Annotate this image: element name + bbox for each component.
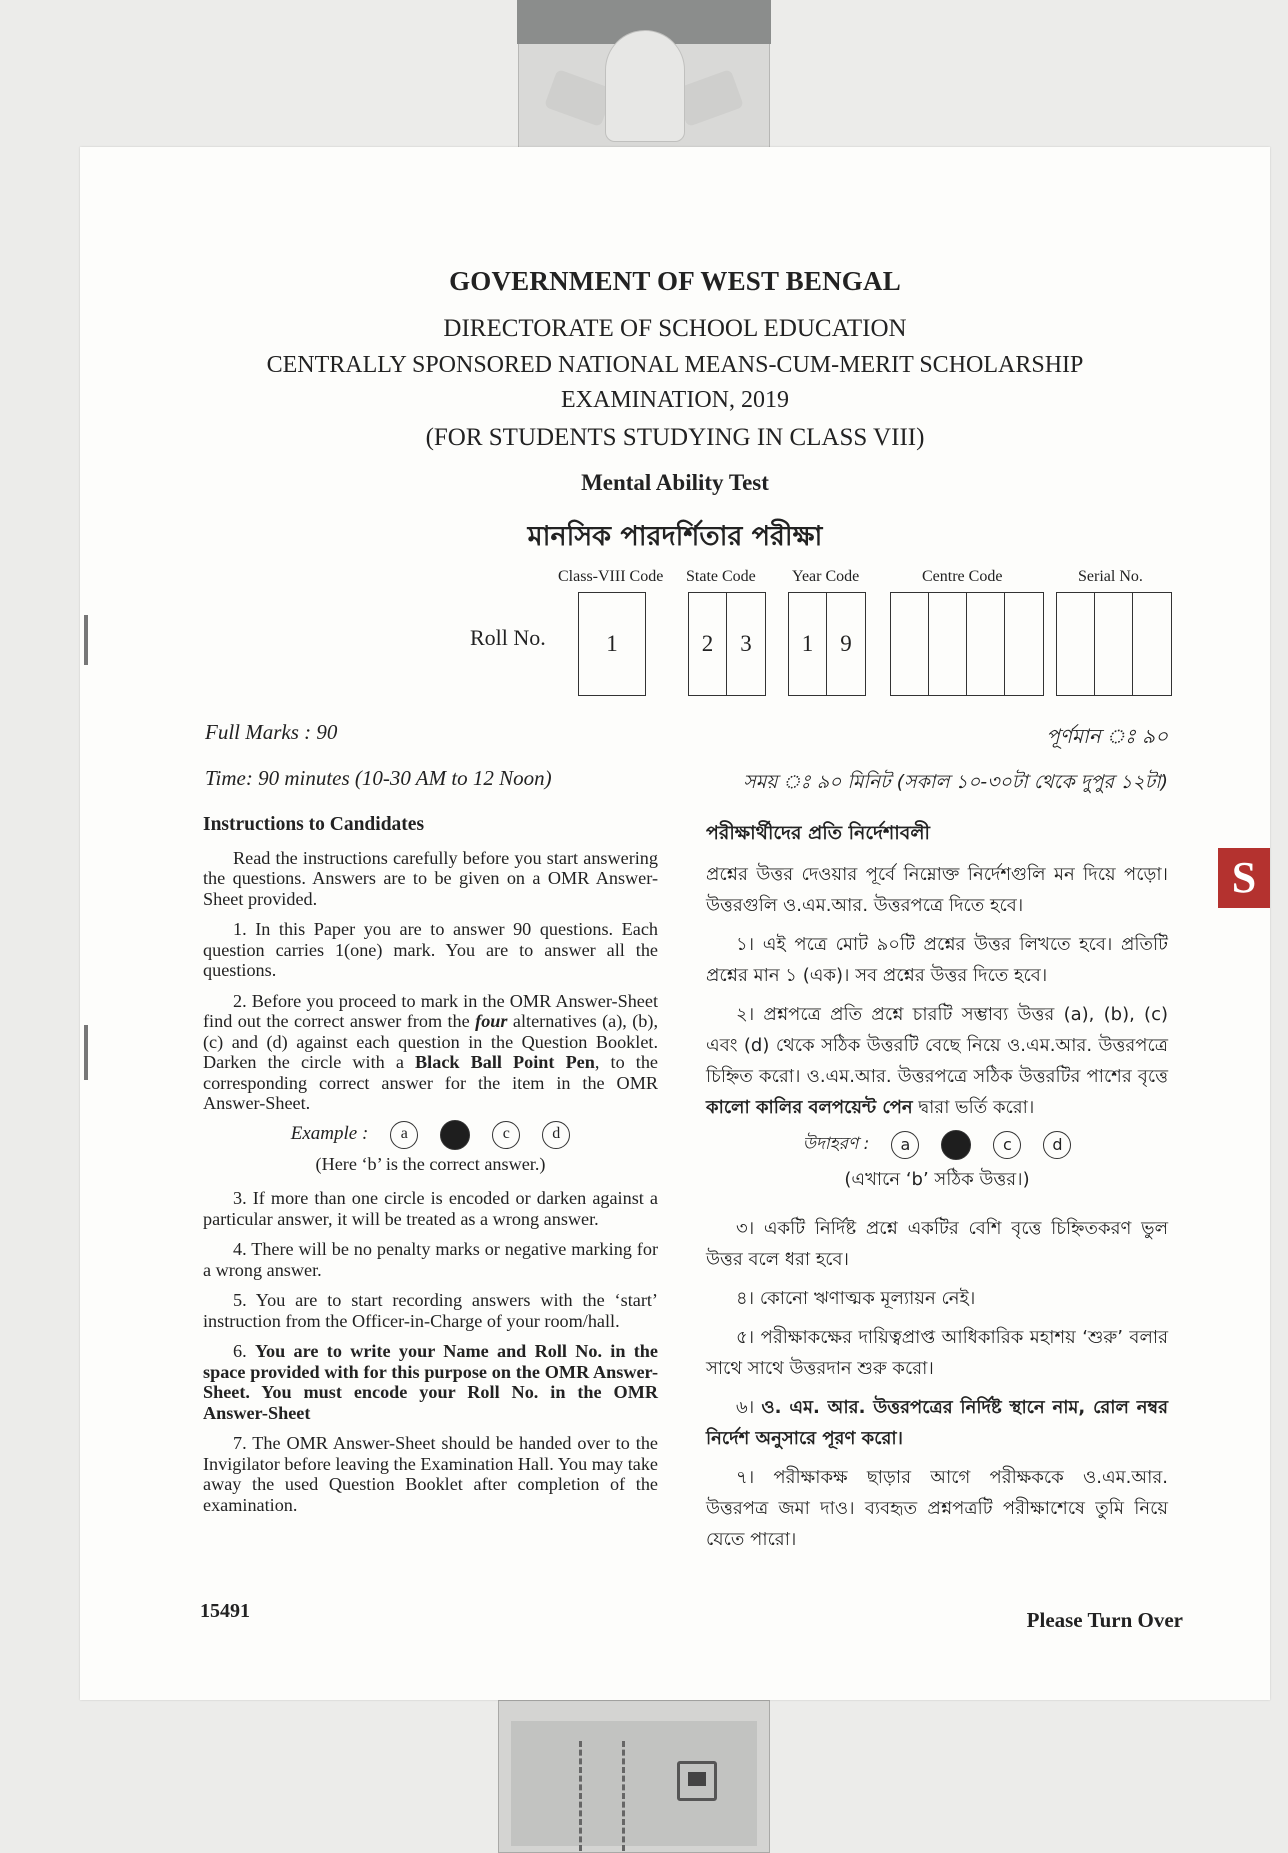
option-circle-d: d bbox=[1043, 1131, 1071, 1159]
exam-title-line2: EXAMINATION, 2019 bbox=[561, 387, 789, 413]
option-circle-b-filled bbox=[941, 1130, 971, 1160]
class-code-box bbox=[578, 592, 646, 696]
instruction-7: 7. The OMR Answer-Sheet should be handed over to the Invigilator before leaving the Examination Hall. You may take away the used Question Booklet after completion of the examination. bbox=[203, 1433, 658, 1515]
roll-digit: 1 bbox=[789, 593, 827, 695]
instruction-2-text: , to the corresponding correct answer for the item in the OMR Answer-Sheet. bbox=[203, 1052, 658, 1113]
test-name-en: Mental Ability Test bbox=[581, 470, 769, 495]
centre-code-label: Centre Code bbox=[922, 568, 1003, 585]
booklet-code: 15491 bbox=[200, 1600, 250, 1622]
example-label-en: Example : bbox=[290, 1123, 369, 1145]
time-bn: সময় ঃ ৯০ মিনিট (সকাল ১০-৩০টা থেকে দুপুর ১২টা) bbox=[743, 771, 1168, 793]
instruction-2-bn bbox=[706, 999, 1168, 1123]
instruction-6-number: 6. bbox=[233, 1341, 255, 1361]
instruction-7-bn: ৭। পরীক্ষাকক্ষ ছাড়ার আগে পরীক্ষককে ও.এম.আর. উত্তরপত্র জমা দাও। ব্যবহৃত প্রশ্নপত্রটি পরীক্ষাশেষে তুমি নিয়ে যেতে পারো। bbox=[706, 1467, 1168, 1550]
directorate-title: DIRECTORATE OF SCHOOL EDUCATION bbox=[443, 315, 907, 342]
empty-digit-cell bbox=[1057, 593, 1095, 695]
example-label-bn: উদাহরণ : bbox=[802, 1134, 870, 1154]
clip-wing-left bbox=[544, 69, 614, 127]
instruction-2-four: four bbox=[475, 1011, 508, 1031]
example-row-bn bbox=[706, 1129, 1168, 1160]
roll-digit: 1 bbox=[606, 631, 618, 656]
instruction-intro: Read the instructions carefully before you start answering the questions. Answers are to be given on a OMR Answer-Sheet provided. bbox=[203, 847, 658, 909]
option-circle-a: a bbox=[390, 1121, 418, 1149]
example-note-en: (Here ‘b’ is the correct answer.) bbox=[315, 1153, 546, 1174]
edge-tab: S bbox=[1218, 848, 1270, 908]
roll-digit: 9 bbox=[840, 631, 852, 656]
instruction-5-bn: ৫। পরীক্ষাকক্ষের দায়িত্বপ্রাপ্ত আধিকারিক মহাশয় ‘শুরু’ বলার সাথে সাথে উত্তরদান শুরু করো। bbox=[706, 1327, 1168, 1379]
instruction-1: 1. In this Paper you are to answer 90 questions. Each question carries 1(one) mark. You are to answer all the questions. bbox=[203, 919, 658, 980]
binding-mark bbox=[84, 615, 88, 665]
option-circle-b-filled bbox=[440, 1120, 470, 1150]
scanner-clip-bottom bbox=[498, 1700, 770, 1853]
instruction-2-text: alternatives (a), (b), (c) and (d) against each question in the Question Booklet. Darken the circle with a bbox=[203, 1011, 658, 1072]
instruction-1-bn: ১। এই পত্রে মোট ৯০টি প্রশ্নের উত্তর লিখতে হবে। প্রতিটি প্রশ্নের মান ১ (এক)। সব প্রশ্নের উত্তর দিতে হবে। bbox=[706, 934, 1168, 986]
empty-digit-cell bbox=[967, 593, 1005, 695]
test-name-bn: মানসিক পারদর্শিতার পরীক্ষা bbox=[527, 521, 823, 552]
roll-no-label: Roll No. bbox=[470, 625, 546, 650]
option-circle-c: c bbox=[993, 1131, 1021, 1159]
instruction-intro-bn: প্রশ্নের উত্তর দেওয়ার পূর্বে নিম্নোক্ত নির্দেশগুলি মন দিয়ে পড়ো। উত্তরগুলি ও.এম.আর. উত্তরপত্রে দিতে হবে। bbox=[706, 864, 1168, 916]
image-icon bbox=[677, 1761, 717, 1801]
empty-digit-cell bbox=[1005, 593, 1043, 695]
students-line: (FOR STUDENTS STUDYING IN CLASS VIII) bbox=[425, 424, 925, 451]
example-row-en bbox=[203, 1120, 658, 1150]
serial-no-label: Serial No. bbox=[1078, 568, 1143, 585]
instructions-heading-en: Instructions to Candidates bbox=[203, 814, 425, 835]
clip-inner bbox=[511, 1721, 757, 1846]
instructions-heading-bn: পরীক্ষার্থীদের প্রতি নির্দেশাবলী bbox=[706, 822, 930, 844]
instruction-3-bn: ৩। একটি নির্দিষ্ট প্রশ্নে একটির বেশি বৃত্তে চিহ্নিতকরণ ভুল উত্তর বলে ধরা হবে। bbox=[706, 1218, 1168, 1270]
year-code-box bbox=[788, 592, 866, 696]
centre-code-box bbox=[890, 592, 1044, 696]
instruction-6-bn-text: ও. এম. আর. উত্তরপত্রের নির্দিষ্ট স্থানে নাম, রোল নম্বর নির্দেশ অনুসারে পূরণ করো। bbox=[706, 1397, 1168, 1449]
serial-no-box bbox=[1056, 592, 1172, 696]
scanner-clip-top bbox=[518, 0, 770, 149]
instruction-4: 4. There will be no penalty marks or negative marking for a wrong answer. bbox=[203, 1239, 658, 1280]
instruction-2-pen: Black Ball Point Pen bbox=[415, 1052, 595, 1072]
empty-digit-cell bbox=[1133, 593, 1171, 695]
government-title: GOVERNMENT OF WEST BENGAL bbox=[449, 266, 901, 296]
instructions-en bbox=[203, 815, 658, 1515]
time-en: Time: 90 minutes (10-30 AM to 12 Noon) bbox=[205, 766, 552, 790]
instruction-2-bn-pen: কালো কালির বলপয়েন্ট পেন bbox=[706, 1097, 913, 1118]
instruction-6-bn-number: ৬। bbox=[736, 1397, 762, 1418]
full-marks-en: Full Marks : 90 bbox=[205, 720, 338, 744]
binding-mark bbox=[84, 1025, 88, 1080]
year-code-label: Year Code bbox=[792, 568, 860, 585]
option-circle-d: d bbox=[542, 1121, 570, 1149]
instruction-6 bbox=[203, 1341, 658, 1423]
instruction-2-text: 2. Before you proceed to mark in the OMR Answer-Sheet find out the correct answer from the bbox=[203, 990, 658, 1031]
instruction-6-bn bbox=[706, 1392, 1168, 1454]
instruction-2 bbox=[203, 991, 658, 1114]
state-code-box bbox=[688, 592, 766, 696]
please-turn-over: Please Turn Over bbox=[1026, 1608, 1183, 1632]
option-circle-a: a bbox=[891, 1131, 919, 1159]
instruction-2-bn-text: দ্বারা ভর্তি করো। bbox=[912, 1097, 1035, 1118]
example-note-bn: (এখানে ‘b’ সঠিক উত্তর।) bbox=[844, 1169, 1030, 1190]
instructions-bn bbox=[706, 818, 1168, 1555]
empty-digit-cell bbox=[929, 593, 967, 695]
roll-digit: 2 bbox=[689, 593, 727, 695]
class-code-label: Class-VIII Code bbox=[558, 568, 664, 585]
roll-digit: 3 bbox=[740, 631, 752, 656]
instruction-5: 5. You are to start recording answers with the ‘start’ instruction from the Officer-in-Charge of your room/hall. bbox=[203, 1290, 658, 1331]
clip-hook bbox=[605, 30, 685, 142]
exam-title-line1: CENTRALLY SPONSORED NATIONAL MEANS-CUM-MERIT SCHOLARSHIP bbox=[266, 352, 1084, 378]
instruction-3: 3. If more than one circle is encoded or darken against a particular answer, it will be treated as a wrong answer. bbox=[203, 1188, 658, 1229]
empty-digit-cell bbox=[891, 593, 929, 695]
instruction-6-text: You are to write your Name and Roll No. in the space provided with for this purpose on the OMR Answer-Sheet. You must encode your Roll No. in the OMR Answer-Sheet bbox=[203, 1341, 658, 1423]
film-strip-icon bbox=[579, 1741, 625, 1851]
empty-digit-cell bbox=[1095, 593, 1133, 695]
instruction-2-bn-text: ২। প্রশ্নপত্রে প্রতি প্রশ্নে চারটি সম্ভাব্য উত্তর (a), (b), (c) এবং (d) থেকে সঠিক উত্তরটি বেছে নিয়ে ও.এম.আর. উত্তরপত্রে চিহ্নিত করো। ও.এম.আর. উত্তরপত্রে সঠিক উত্তরটির পাশের বৃত্তে bbox=[706, 1004, 1168, 1087]
state-code-label: State Code bbox=[686, 568, 756, 585]
instruction-4-bn: ৪। কোনো ঋণাত্মক মূল্যায়ন নেই। bbox=[736, 1288, 976, 1309]
option-circle-c: c bbox=[492, 1121, 520, 1149]
full-marks-bn: পূর্ণমান ঃ ৯০ bbox=[1046, 724, 1168, 748]
